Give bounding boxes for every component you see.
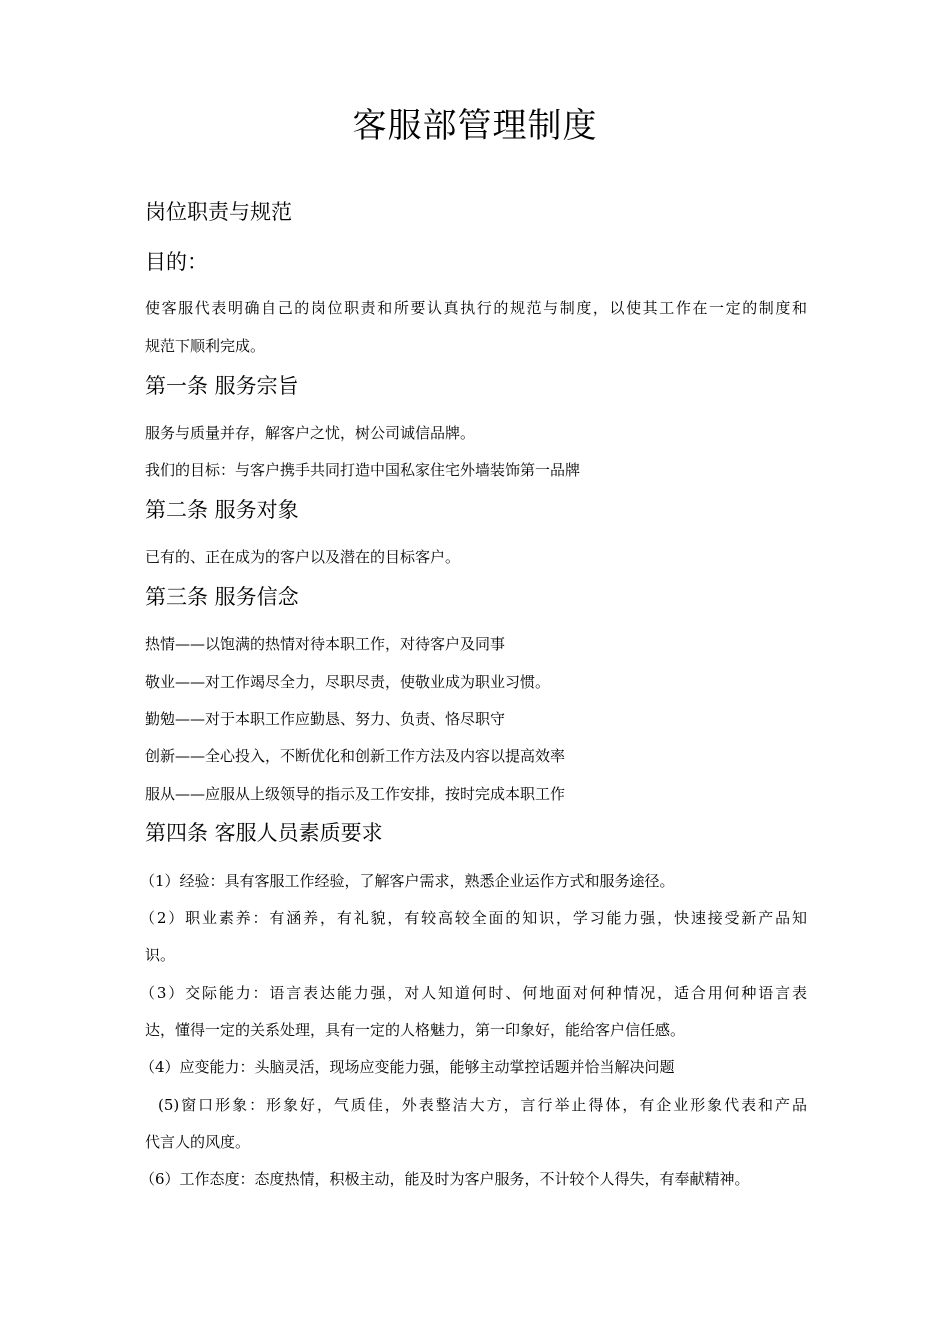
article3-item: 创新——全心投入，不断优化和创新工作方法及内容以提高效率 bbox=[145, 747, 566, 765]
article4-item: （2）职业素养：有涵养，有礼貌，有较高较全面的知识，学习能力强，快速接受新产品知 bbox=[140, 909, 807, 927]
article1-line: 服务与质量并存，解客户之忧，树公司诚信品牌。 bbox=[145, 424, 476, 442]
article4-item: (5)窗口形象：形象好，气质佳，外表整洁大方，言行举止得体，有企业形象代表和产品 bbox=[158, 1096, 807, 1114]
document-title: 客服部管理制度 bbox=[352, 106, 598, 146]
article3-item: 服从——应服从上级领导的指示及工作安排，按时完成本职工作 bbox=[145, 785, 566, 803]
article4-item: 识。 bbox=[145, 946, 176, 964]
article3-item: 勤勉——对于本职工作应勤恳、努力、负责、恪尽职守 bbox=[145, 710, 506, 728]
purpose-paragraph-line: 规范下顺利完成。 bbox=[145, 337, 266, 355]
article2-line: 已有的、正在成为的客户以及潜在的目标客户。 bbox=[145, 548, 461, 566]
purpose-heading: 目的： bbox=[145, 250, 208, 274]
article4-item: （4）应变能力：头脑灵活，现场应变能力强，能够主动掌控话题并恰当解决问题 bbox=[140, 1058, 675, 1076]
article4-heading: 第四条 客服人员素质要求 bbox=[145, 821, 383, 845]
article1-heading: 第一条 服务宗旨 bbox=[145, 374, 299, 398]
article4-item: （3）交际能力：语言表达能力强，对人知道何时、何地面对何种情况，适合用何种语言表 bbox=[140, 984, 807, 1002]
article1-line: 我们的目标：与客户携手共同打造中国私家住宅外墙装饰第一品牌 bbox=[145, 461, 581, 479]
article2-heading: 第二条 服务对象 bbox=[145, 498, 299, 522]
purpose-paragraph-line: 使客服代表明确自己的岗位职责和所要认真执行的规范与制度，以使其工作在一定的制度和 bbox=[145, 299, 807, 317]
article3-item: 热情——以饱满的热情对待本职工作，对待客户及同事 bbox=[145, 635, 506, 653]
article3-heading: 第三条 服务信念 bbox=[145, 585, 299, 609]
article3-item: 敬业——对工作竭尽全力，尽职尽责，使敬业成为职业习惯。 bbox=[145, 673, 551, 691]
article4-item: （6）工作态度：态度热情，积极主动，能及时为客户服务，不计较个人得失，有奉献精神。 bbox=[140, 1170, 750, 1188]
article4-item: （1）经验：具有客服工作经验，了解客户需求，熟悉企业运作方式和服务途径。 bbox=[140, 872, 675, 890]
article4-item: 代言人的风度。 bbox=[145, 1133, 251, 1151]
article4-item: 达，懂得一定的关系处理，具有一定的人格魅力，第一印象好，能给客户信任感。 bbox=[145, 1021, 686, 1039]
section-heading: 岗位职责与规范 bbox=[145, 200, 292, 224]
